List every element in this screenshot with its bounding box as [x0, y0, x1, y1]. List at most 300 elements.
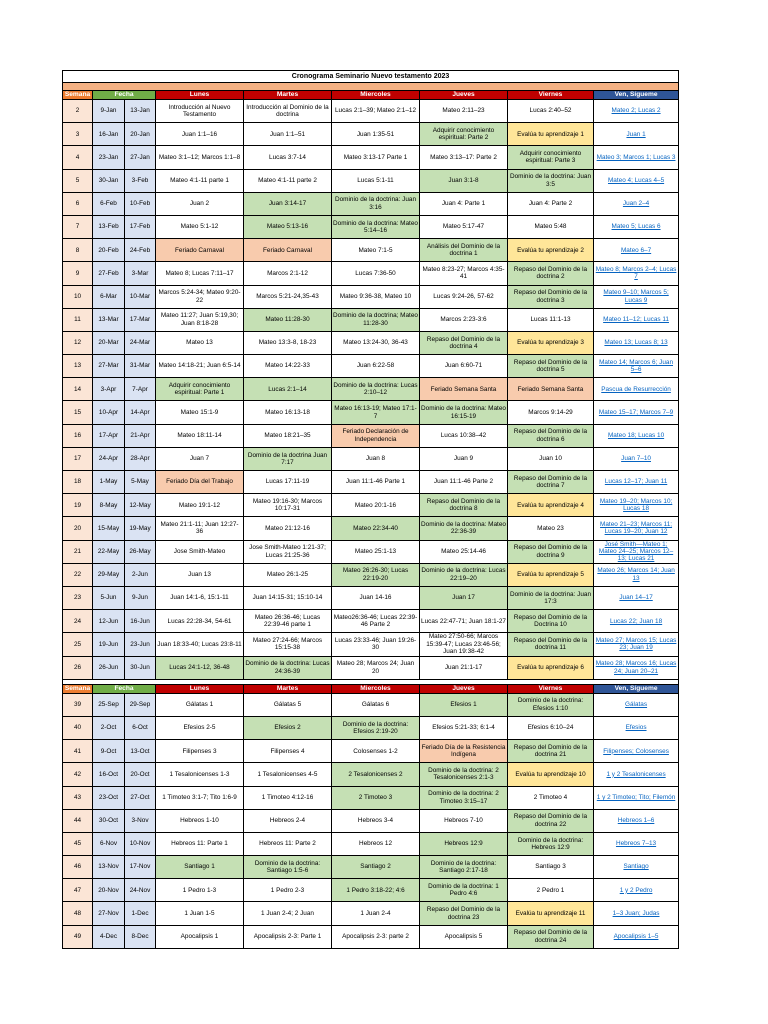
cell-viernes: Repaso del Dominio de la doctrina 22 — [508, 809, 594, 832]
cell-viernes: Santiago 3 — [508, 856, 594, 879]
cell-miercoles: 2 Timoteo 3 — [332, 786, 420, 809]
cell-jueves: Dominio de la doctrina: Lucas 22:19–20 — [420, 563, 508, 586]
cell-lunes: 1 Tesalonicenses 1-3 — [156, 763, 244, 786]
cell-jueves: Análisis del Dominio de la doctrina 1 — [420, 239, 508, 262]
ven-sigueme-link[interactable]: Mateo 11–12; Lucas 11 — [594, 308, 679, 331]
ven-sigueme-link[interactable]: José Smith—Mateo 1; Mateo 24–25; Marcos 12–13; Lucas 21 — [594, 540, 679, 563]
ven-sigueme-link[interactable]: Hebreos 7–13 — [594, 832, 679, 855]
cell-viernes: Evalúa tu aprendizaje 6 — [508, 656, 594, 679]
cell-viernes: Repaso del Dominio de la doctrina 24 — [508, 925, 594, 948]
cell-lunes: Lucas 22:28-34, 54-61 — [156, 610, 244, 633]
date-end: 24-Feb — [125, 239, 156, 262]
date-start: 23-Oct — [93, 786, 125, 809]
cell-lunes: Santiago 1 — [156, 856, 244, 879]
date-start: 30-Jan — [93, 169, 125, 192]
table-row — [63, 262, 679, 285]
cell-jueves: Feriado Día de la Resistencia Indígena — [420, 740, 508, 763]
cell-viernes: Evalúa tu aprendizaje 2 — [508, 239, 594, 262]
date-start: 8-May — [93, 494, 125, 517]
week-number: 2 — [63, 100, 93, 123]
header-ven-sigueme: Ven, Sígueme — [594, 684, 679, 693]
cell-jueves: Lucas 10:38–42 — [420, 424, 508, 447]
ven-sigueme-link[interactable]: Gálatas — [594, 693, 679, 716]
date-start: 13-Feb — [93, 215, 125, 238]
cell-martes: Introducción al Dominio de la doctrina — [244, 100, 332, 123]
week-number: 4 — [63, 146, 93, 169]
cell-martes: Mateo 26:36-46; Lucas 22:39-46 parte 1 — [244, 610, 332, 633]
ven-sigueme-link[interactable]: Mateo 2; Lucas 2 — [594, 100, 679, 123]
cell-viernes: Juan 10 — [508, 447, 594, 470]
date-end: 17-Nov — [125, 856, 156, 879]
date-end: 30-Jun — [125, 656, 156, 679]
cell-miercoles: 1 Pedro 3:18-22; 4:6 — [332, 879, 420, 902]
date-start: 22-May — [93, 540, 125, 563]
table-row — [63, 656, 679, 679]
cell-miercoles: Juan 14-16 — [332, 586, 420, 609]
cell-miercoles: Mateo 28; Marcos 24; Juan 20 — [332, 656, 420, 679]
cell-viernes: Dominio de la doctrina: Hebreos 12:9 — [508, 832, 594, 855]
date-end: 16-Jun — [125, 610, 156, 633]
week-number: 22 — [63, 563, 93, 586]
cell-jueves: Juan 21:1-17 — [420, 656, 508, 679]
cell-jueves: Dominio de la doctrina: 2 Tesalonicenses 2:1-3 — [420, 763, 508, 786]
week-number: 41 — [63, 740, 93, 763]
date-end: 24-Mar — [125, 331, 156, 354]
table-row — [63, 215, 679, 238]
cell-martes: Efesios 2 — [244, 716, 332, 739]
date-start: 10-Apr — [93, 401, 125, 424]
cell-miercoles: Colosenses 1-2 — [332, 740, 420, 763]
date-end: 17-Mar — [125, 308, 156, 331]
cell-lunes: Mateo 5:1-12 — [156, 215, 244, 238]
cell-martes: 1 Juan 2-4; 2 Juan — [244, 902, 332, 925]
cell-viernes: Repaso del Dominio de la doctrina 3 — [508, 285, 594, 308]
table-row — [63, 856, 679, 879]
title-row — [63, 71, 679, 83]
cell-miercoles: 2 Tesalonicenses 2 — [332, 763, 420, 786]
table-row — [63, 586, 679, 609]
date-start: 25-Sep — [93, 693, 125, 716]
date-end: 23-Jun — [125, 633, 156, 656]
week-number: 12 — [63, 331, 93, 354]
date-end: 27-Jan — [125, 146, 156, 169]
cell-viernes: Evalúa tu aprendizaje 3 — [508, 331, 594, 354]
ven-sigueme-link[interactable]: Mateo 13; Lucas 8; 13 — [594, 331, 679, 354]
date-end: 9-Jun — [125, 586, 156, 609]
cell-viernes: 2 Timoteo 4 — [508, 786, 594, 809]
cell-lunes: Juan 13 — [156, 563, 244, 586]
cell-martes: Juan 14:15-31; 15:10-14 — [244, 586, 332, 609]
week-number: 6 — [63, 192, 93, 215]
week-number: 10 — [63, 285, 93, 308]
header-miercoles: Miercoles — [332, 684, 420, 693]
date-end: 20-Jan — [125, 123, 156, 146]
cell-jueves: Mateo 2:11–23 — [420, 100, 508, 123]
cell-miercoles: Lucas 7:36-50 — [332, 262, 420, 285]
date-start: 30-Oct — [93, 809, 125, 832]
table-row — [63, 239, 679, 262]
cell-lunes: Mateo 3:1–12; Marcos 1:1–8 — [156, 146, 244, 169]
date-start: 24-Apr — [93, 447, 125, 470]
cell-viernes: Evalúa tu aprendizaje 1 — [508, 123, 594, 146]
cell-miercoles: Mateo 13:24-30, 36-43 — [332, 331, 420, 354]
date-end: 3-Mar — [125, 262, 156, 285]
cell-jueves: Mateo 5:17-47 — [420, 215, 508, 238]
cell-jueves: Lucas 22:47-71; Juan 18:1-27 — [420, 610, 508, 633]
date-end: 7-Apr — [125, 378, 156, 401]
cell-miercoles: Hebreos 3-4 — [332, 809, 420, 832]
cell-viernes: Evalúa tu aprendizaje 5 — [508, 563, 594, 586]
cell-lunes: Mateo 21:1-11; Juan 12:27-36 — [156, 517, 244, 540]
header-viernes: Viernes — [508, 91, 594, 100]
cell-miercoles: Mateo 3:13-17 Parte 1 — [332, 146, 420, 169]
cell-jueves: Mateo 27:50-66; Marcos 15:39-47; Lucas 23:46-56; Juan 19:38-42 — [420, 633, 508, 656]
ven-sigueme-link[interactable]: Mateo 4; Lucas 4–5 — [594, 169, 679, 192]
week-number: 19 — [63, 494, 93, 517]
date-start: 4-Dec — [93, 925, 125, 948]
date-start: 5-Jun — [93, 586, 125, 609]
table-row — [63, 331, 679, 354]
cell-lunes: Mateo 4:1-11 parte 1 — [156, 169, 244, 192]
cell-jueves: Feriado Semana Santa — [420, 378, 508, 401]
cell-lunes: Apocalipsis 1 — [156, 925, 244, 948]
cell-jueves: Efesios 5:21-33; 6:1-4 — [420, 716, 508, 739]
week-number: 15 — [63, 401, 93, 424]
cell-martes: Mateo 14:22-33 — [244, 355, 332, 378]
spacer-row — [63, 83, 679, 91]
date-start: 16-Oct — [93, 763, 125, 786]
table-row — [63, 716, 679, 739]
ven-sigueme-link[interactable]: Juan 14–17 — [594, 586, 679, 609]
date-end: 29-Sep — [125, 693, 156, 716]
cell-martes: Mateo 16:13-18 — [244, 401, 332, 424]
date-start: 15-May — [93, 517, 125, 540]
cell-viernes: Repaso del Dominio de la doctrina 5 — [508, 355, 594, 378]
week-number: 44 — [63, 809, 93, 832]
cell-jueves: Mateo 8:23-27; Marcos 4:35-41 — [420, 262, 508, 285]
cell-jueves: Dominio de la doctrina: Santiago 2:17-18 — [420, 856, 508, 879]
cell-miercoles: Gálatas 6 — [332, 693, 420, 716]
cell-lunes: Efesios 2-5 — [156, 716, 244, 739]
cell-martes: Mateo 19:16-30; Marcos 10:17-31 — [244, 494, 332, 517]
week-number: 23 — [63, 586, 93, 609]
date-end: 2-Jun — [125, 563, 156, 586]
cell-viernes: Dominio de la doctrina: Juan 17:3 — [508, 586, 594, 609]
date-start: 13-Nov — [93, 856, 125, 879]
ven-sigueme-link[interactable]: Lucas 22; Juan 18 — [594, 610, 679, 633]
cell-miercoles: Lucas 5:1-11 — [332, 169, 420, 192]
cell-viernes: Juan 4: Parte 2 — [508, 192, 594, 215]
table-row — [63, 308, 679, 331]
cell-martes: Juan 1:1–51 — [244, 123, 332, 146]
cell-lunes: Mateo 13 — [156, 331, 244, 354]
table-row — [63, 740, 679, 763]
date-start: 9-Oct — [93, 740, 125, 763]
date-start: 3-Apr — [93, 378, 125, 401]
cell-lunes: Mateo 14:18-21; Juan 6:5-14 — [156, 355, 244, 378]
cell-jueves: Juan 4: Parte 1 — [420, 192, 508, 215]
cell-miercoles: Dominio de la doctrina: Juan 3:16 — [332, 192, 420, 215]
cell-lunes: Juan 2 — [156, 192, 244, 215]
cell-jueves: Dominio de la doctrina: Mateo 22:36-39 — [420, 517, 508, 540]
cell-lunes: Marcos 5:24-34; Mateo 9:20-22 — [156, 285, 244, 308]
table-row — [63, 832, 679, 855]
week-number: 25 — [63, 633, 93, 656]
cell-viernes: Repaso del Dominio de la doctrina 11 — [508, 633, 594, 656]
header-martes: Martes — [244, 91, 332, 100]
ven-sigueme-link[interactable]: 1 y 2 Pedro — [594, 879, 679, 902]
cell-viernes: Lucas 11:1-13 — [508, 308, 594, 331]
cell-miercoles: Mateo 25:1-13 — [332, 540, 420, 563]
cell-miercoles: Juan 11:1-46 Parte 1 — [332, 471, 420, 494]
cell-martes: Mateo 11:28-30 — [244, 308, 332, 331]
cell-miercoles: Mateo26:36-46; Lucas 22:39-46 Parte 2 — [332, 610, 420, 633]
table-row — [63, 169, 679, 192]
ven-sigueme-link[interactable]: Juan 7–10 — [594, 447, 679, 470]
header-jueves: Jueves — [420, 91, 508, 100]
ven-sigueme-link[interactable]: Mateo 6–7 — [594, 239, 679, 262]
date-start: 19-Jun — [93, 633, 125, 656]
week-number: 5 — [63, 169, 93, 192]
header-fecha: Fecha — [93, 91, 156, 100]
cell-martes: Mateo 4:1-11 parte 2 — [244, 169, 332, 192]
ven-sigueme-link[interactable]: Mateo 14; Marcos 6; Juan 5–6 — [594, 355, 679, 378]
cell-viernes: Efesios 6:10–24 — [508, 716, 594, 739]
ven-sigueme-link[interactable]: Filipenses; Colosenses — [594, 740, 679, 763]
cell-jueves: Efesios 1 — [420, 693, 508, 716]
cell-viernes: Dominio de la doctrina: Juan 3:5 — [508, 169, 594, 192]
cell-lunes: 1 Pedro 1-3 — [156, 879, 244, 902]
date-end: 14-Apr — [125, 401, 156, 424]
ven-sigueme-link[interactable]: 1 y 2 Tesalonicenses — [594, 763, 679, 786]
date-end: 31-Mar — [125, 355, 156, 378]
table-row — [63, 146, 679, 169]
cell-martes: Dominio de la doctrina Juan 7:17 — [244, 447, 332, 470]
cell-martes: Dominio de la doctrina: Lucas 24:36-39 — [244, 656, 332, 679]
date-start: 6-Feb — [93, 192, 125, 215]
cell-martes: Hebreos 2-4 — [244, 809, 332, 832]
date-start: 1-May — [93, 471, 125, 494]
date-start: 20-Mar — [93, 331, 125, 354]
date-start: 13-Mar — [93, 308, 125, 331]
ven-sigueme-link[interactable]: Mateo 18; Lucas 10 — [594, 424, 679, 447]
cell-jueves: Repaso del Dominio de la doctrina 23 — [420, 902, 508, 925]
cell-martes: Mateo 26:1-25 — [244, 563, 332, 586]
table-row — [63, 424, 679, 447]
ven-sigueme-link[interactable]: Mateo 9–10; Marcos 5; Lucas 9 — [594, 285, 679, 308]
date-start: 9-Jan — [93, 100, 125, 123]
ven-sigueme-link[interactable]: 1–3 Juan; Judas — [594, 902, 679, 925]
cell-lunes: Mateo 19:1-12 — [156, 494, 244, 517]
date-end: 5-May — [125, 471, 156, 494]
table-row — [63, 123, 679, 146]
cell-lunes: Juan 1:1–16 — [156, 123, 244, 146]
date-end: 17-Feb — [125, 215, 156, 238]
date-start: 23-Jan — [93, 146, 125, 169]
table-row — [63, 925, 679, 948]
week-number: 17 — [63, 447, 93, 470]
table-row — [63, 809, 679, 832]
cell-miercoles: Feriado Declaración de Independencia — [332, 424, 420, 447]
schedule-title: Cronograma Seminario Nuevo testamento 2023 — [63, 71, 679, 83]
table-row — [63, 786, 679, 809]
cell-martes: Lucas 2:1–14 — [244, 378, 332, 401]
cell-martes: 1 Timoteo 4:12-16 — [244, 786, 332, 809]
cell-miercoles: Mateo 26:26-30; Lucas 22:19-20 — [332, 563, 420, 586]
ven-sigueme-link[interactable]: Mateo 27; Marcos 15; Lucas 23; Juan 19 — [594, 633, 679, 656]
cell-miercoles: Juan 6:22-58 — [332, 355, 420, 378]
cell-miercoles: Juan 1:35-51 — [332, 123, 420, 146]
week-number: 18 — [63, 471, 93, 494]
cell-lunes: Jose Smith-Mateo — [156, 540, 244, 563]
week-number: 7 — [63, 215, 93, 238]
week-number: 43 — [63, 786, 93, 809]
cell-viernes: Repaso del Dominio de la Doctrina 10 — [508, 610, 594, 633]
cell-jueves: Juan 11:1-46 Parte 2 — [420, 471, 508, 494]
ven-sigueme-link[interactable]: Apocalipsis 1–5 — [594, 925, 679, 948]
week-number: 20 — [63, 517, 93, 540]
table-row — [63, 563, 679, 586]
week-number: 49 — [63, 925, 93, 948]
date-end: 3-Nov — [125, 809, 156, 832]
cell-lunes: Juan 7 — [156, 447, 244, 470]
date-end: 10-Feb — [125, 192, 156, 215]
ven-sigueme-link[interactable]: Mateo 8; Marcos 2–4; Lucas 7 — [594, 262, 679, 285]
week-number: 3 — [63, 123, 93, 146]
cell-viernes: Repaso del Dominio de la doctrina 6 — [508, 424, 594, 447]
table-row — [63, 633, 679, 656]
week-number: 21 — [63, 540, 93, 563]
table-row — [63, 447, 679, 470]
ven-sigueme-link[interactable]: Juan 1 — [594, 123, 679, 146]
week-number: 26 — [63, 656, 93, 679]
ven-sigueme-link[interactable]: Mateo 28; Marcos 16; Lucas 24; Juan 20–21 — [594, 656, 679, 679]
ven-sigueme-link[interactable]: Lucas 12–17; Juan 11 — [594, 471, 679, 494]
cell-martes: 1 Tesalonicenses 4-5 — [244, 763, 332, 786]
ven-sigueme-link[interactable]: Hebreos 1–6 — [594, 809, 679, 832]
cell-miercoles: Mateo 9:36-38, Mateo 10 — [332, 285, 420, 308]
ven-sigueme-link[interactable]: Mateo 15–17; Marcos 7–9 — [594, 401, 679, 424]
ven-sigueme-link[interactable]: Juan 2–4 — [594, 192, 679, 215]
cell-viernes: Evalúa tu aprendizaje 11 — [508, 902, 594, 925]
ven-sigueme-link[interactable]: Mateo 5; Lucas 6 — [594, 215, 679, 238]
cell-lunes: Feriado Día del Trabajo — [156, 471, 244, 494]
cell-lunes: 1 Juan 1-5 — [156, 902, 244, 925]
date-start: 2-Oct — [93, 716, 125, 739]
cell-martes: Mateo 5:13-16 — [244, 215, 332, 238]
date-end: 8-Dec — [125, 925, 156, 948]
week-number: 39 — [63, 693, 93, 716]
cell-jueves: Mateo 25:14-46 — [420, 540, 508, 563]
cell-miercoles: Santiago 2 — [332, 856, 420, 879]
date-end: 21-Apr — [125, 424, 156, 447]
week-number: 14 — [63, 378, 93, 401]
cell-viernes: Dominio de la doctrina: Efesios 1:10 — [508, 693, 594, 716]
date-end: 10-Nov — [125, 832, 156, 855]
week-number: 47 — [63, 879, 93, 902]
cell-jueves: Repaso del Dominio de la doctrina 8 — [420, 494, 508, 517]
week-number: 13 — [63, 355, 93, 378]
cell-lunes: Hebreos 11: Parte 1 — [156, 832, 244, 855]
cell-viernes: Repaso del Dominio de la doctrina 2 — [508, 262, 594, 285]
date-end: 13-Oct — [125, 740, 156, 763]
cell-viernes: Adquirir conocimiento espiritual: Parte 3 — [508, 146, 594, 169]
ven-sigueme-link[interactable]: Mateo 3; Marcos 1; Lucas 3 — [594, 146, 679, 169]
table-row — [63, 355, 679, 378]
ven-sigueme-link[interactable]: Pascua de Resurrección — [594, 378, 679, 401]
cell-miercoles: Mateo 16:13-19; Mateo 17:1-7 — [332, 401, 420, 424]
cell-lunes: Mateo 15:1-9 — [156, 401, 244, 424]
cell-jueves: Repaso del Dominio de la doctrina 4 — [420, 331, 508, 354]
cell-miercoles: Dominio de la doctrina: Mateo 5:14–16 — [332, 215, 420, 238]
date-start: 27-Nov — [93, 902, 125, 925]
cell-miercoles: Lucas 23:33-46; Juan 19:26-30 — [332, 633, 420, 656]
date-start: 29-May — [93, 563, 125, 586]
cell-lunes: Juan 14:1-6, 15:1-11 — [156, 586, 244, 609]
date-start: 17-Apr — [93, 424, 125, 447]
date-end: 28-Apr — [125, 447, 156, 470]
week-number: 24 — [63, 610, 93, 633]
date-end: 1-Dec — [125, 902, 156, 925]
header-semana: Semana — [63, 91, 93, 100]
cell-martes: Feriado Carnaval — [244, 239, 332, 262]
cell-martes: 1 Pedro 2-3 — [244, 879, 332, 902]
cell-miercoles: Hebreos 12 — [332, 832, 420, 855]
table-row — [63, 902, 679, 925]
week-number: 42 — [63, 763, 93, 786]
date-end: 10-Mar — [125, 285, 156, 308]
cell-viernes: Evalúa tu aprendizaje 4 — [508, 494, 594, 517]
ven-sigueme-link[interactable]: Santiago — [594, 856, 679, 879]
cell-martes: Jose Smith-Mateo 1:21-37; Lucas 21:25-36 — [244, 540, 332, 563]
date-end: 26-May — [125, 540, 156, 563]
cell-lunes: Juan 18:33-40; Lucas 23:8-11 — [156, 633, 244, 656]
header-lunes: Lunes — [156, 91, 244, 100]
cell-martes: Gálatas 5 — [244, 693, 332, 716]
date-start: 26-Jun — [93, 656, 125, 679]
cell-miercoles: Dominio de la doctrina; Mateo 11:28-30 — [332, 308, 420, 331]
table-row — [63, 471, 679, 494]
cell-martes: Juan 3:14-17 — [244, 192, 332, 215]
cell-martes: Hebreos 11: Parte 2 — [244, 832, 332, 855]
cell-lunes: Mateo 18:11-14 — [156, 424, 244, 447]
cell-martes: Lucas 17:11-19 — [244, 471, 332, 494]
ven-sigueme-link[interactable]: Mateo 19–20; Marcos 10; Lucas 18 — [594, 494, 679, 517]
cell-jueves: Apocalipsis 5 — [420, 925, 508, 948]
header-fecha: Fecha — [93, 684, 156, 693]
cell-jueves: Lucas 9:24-26, 57-62 — [420, 285, 508, 308]
date-end: 19-May — [125, 517, 156, 540]
table-row — [63, 879, 679, 902]
cell-miercoles: Mateo 20:1-16 — [332, 494, 420, 517]
cell-miercoles: Mateo 22:34-40 — [332, 517, 420, 540]
date-end: 13-Jan — [125, 100, 156, 123]
ven-sigueme-link[interactable]: 1 y 2 Timoteo; Tito; Filemón — [594, 786, 679, 809]
table-row — [63, 100, 679, 123]
cell-lunes: Lucas 24:1-12, 36-48 — [156, 656, 244, 679]
ven-sigueme-link[interactable]: Mateo 21–23; Marcos 11; Lucas 19–20; Juan 12 — [594, 517, 679, 540]
cell-lunes: Feriado Carnaval — [156, 239, 244, 262]
date-end: 12-May — [125, 494, 156, 517]
cell-miercoles: Mateo 7:1-5 — [332, 239, 420, 262]
cell-jueves: Dominio de la doctrina: 1 Pedro 4:6 — [420, 879, 508, 902]
table-row — [63, 378, 679, 401]
date-start: 20-Nov — [93, 879, 125, 902]
ven-sigueme-link[interactable]: Mateo 26; Marcos 14; Juan 13 — [594, 563, 679, 586]
cell-viernes: Evalúa tu aprendizaje 10 — [508, 763, 594, 786]
ven-sigueme-link[interactable]: Efesios — [594, 716, 679, 739]
table-row — [63, 693, 679, 716]
